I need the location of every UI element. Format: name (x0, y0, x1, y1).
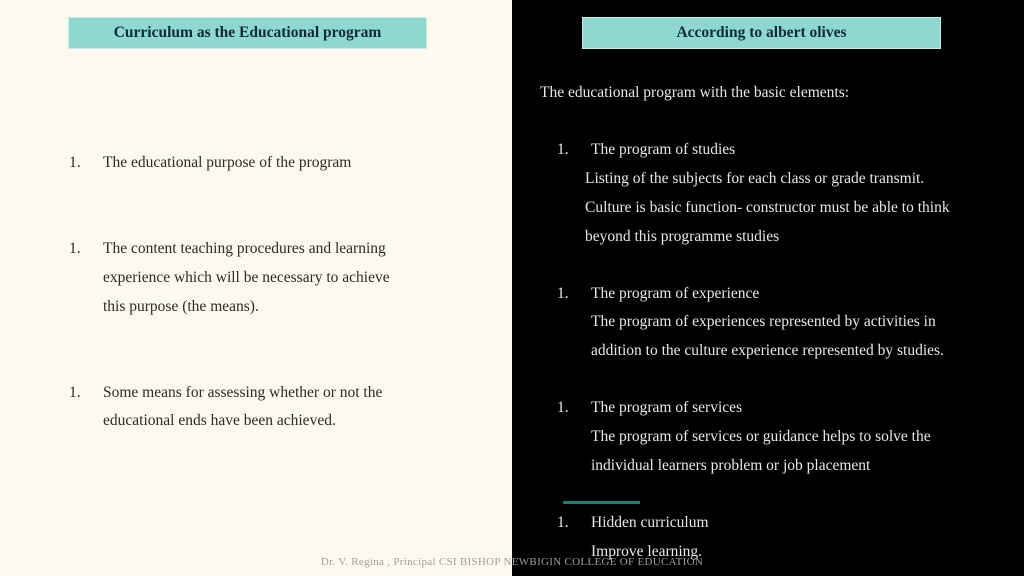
right-item-3-line-1: The program of services or guidance helps to solve the (591, 428, 931, 445)
right-item-4-number: 1. (557, 514, 569, 531)
left-item-3-line-1: Some means for assessing whether or not the (103, 384, 383, 401)
right-item-4-line-1: Improve learning. (591, 543, 703, 560)
right-item-2-line-1: The program of experiences represented by activities in (591, 313, 936, 330)
right-title: According to albert olives (582, 17, 941, 49)
right-item-4-heading: Hidden curriculum (591, 514, 709, 531)
footer-credit: Dr. V. Regina , Principal CSI BISHOP NEWBIGIN COLLEGE OF EDUCATION (320, 556, 704, 568)
left-item-2-line-3: this purpose (the means). (103, 298, 259, 315)
right-item-1-heading: The program of studies (591, 141, 736, 158)
left-item-3-line-2: educational ends have been achieved. (103, 412, 336, 429)
accent-divider (563, 501, 640, 504)
right-item-2-line-2: addition to the culture experience represented by studies. (591, 342, 944, 359)
left-item-1-line-1: The educational purpose of the program (103, 154, 352, 171)
right-item-1-line-3: beyond this programme studies (585, 228, 780, 245)
right-item-1-number: 1. (557, 141, 569, 158)
right-item-3-number: 1. (557, 399, 569, 416)
left-item-2-number: 1. (69, 240, 81, 257)
right-item-1-line-1: Listing of the subjects for each class or grade transmit. (585, 170, 925, 187)
left-item-3-number: 1. (69, 384, 81, 401)
right-item-3-heading: The program of services (591, 399, 743, 416)
right-item-2-heading: The program of experience (591, 285, 760, 302)
left-title: Curriculum as the Educational program (68, 17, 427, 49)
left-item-2-line-1: The content teaching procedures and learning (103, 240, 386, 257)
right-intro: The educational program with the basic elements: (540, 84, 850, 101)
left-item-2-line-2: experience which will be necessary to achieve (103, 269, 390, 286)
right-item-2-number: 1. (557, 285, 569, 302)
right-item-1-line-2: Culture is basic function- constructor must be able to think (585, 199, 950, 216)
left-item-1-number: 1. (69, 154, 81, 171)
right-item-3-line-2: individual learners problem or job placement (591, 457, 871, 474)
